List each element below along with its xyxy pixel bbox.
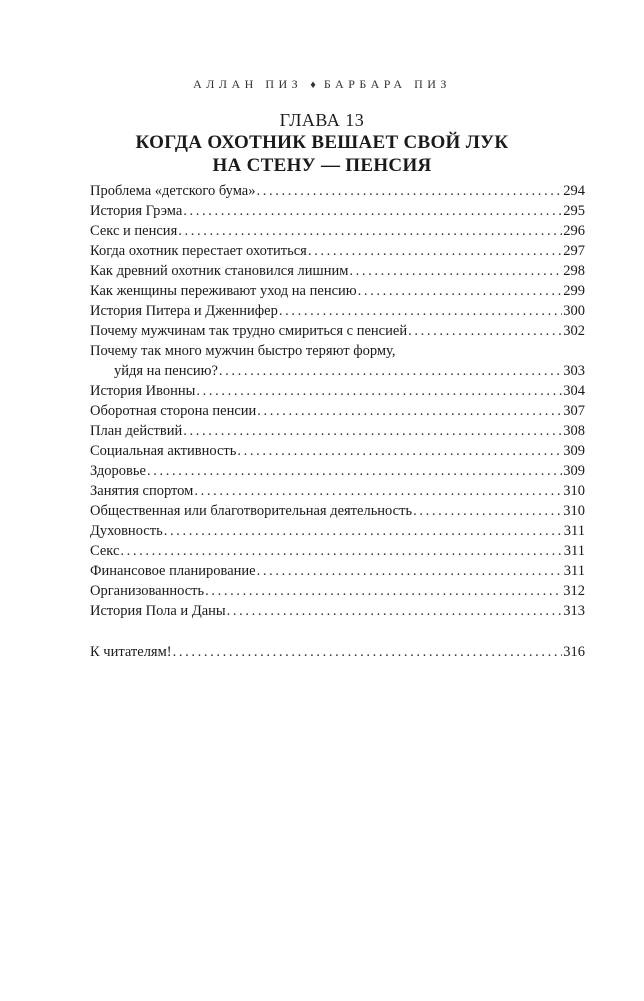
toc-entry-page: 311 <box>563 543 585 559</box>
chapter-title-line-2: НА СТЕНУ — ПЕНСИЯ <box>212 155 432 176</box>
leader-dots <box>205 581 562 601</box>
toc-entry-title: Социальная активность <box>90 443 237 459</box>
diamond-separator-icon: ♦ <box>310 79 316 91</box>
toc-entry[interactable] <box>90 381 585 401</box>
toc-entry-title: К читателям! <box>90 644 172 660</box>
leader-dots <box>349 261 562 281</box>
toc-entry[interactable] <box>90 221 585 241</box>
leader-dots <box>227 601 563 621</box>
toc-entry-page: 316 <box>563 644 585 660</box>
leader-dots <box>257 401 562 421</box>
toc-entry-title: Здоровье <box>90 463 146 479</box>
leader-dots <box>196 381 562 401</box>
leader-dots <box>308 241 562 261</box>
leader-dots <box>219 361 562 381</box>
toc-entry-title: Почему мужчинам так трудно смириться с пенсией <box>90 323 408 339</box>
toc-entry[interactable] <box>90 541 585 561</box>
toc-entry-title: Когда охотник перестает охотиться <box>90 243 307 259</box>
toc-entry-page: 300 <box>563 303 585 319</box>
toc-entry[interactable] <box>90 241 585 261</box>
toc-entry[interactable] <box>90 481 585 501</box>
section-gap <box>90 621 585 642</box>
leader-dots <box>256 181 562 201</box>
toc-entry-title: Организованность <box>90 583 205 599</box>
toc-entry-page: 312 <box>563 583 585 599</box>
toc-entry[interactable] <box>90 301 585 321</box>
leader-dots <box>358 281 563 301</box>
toc-entry-page: 308 <box>563 423 585 439</box>
chapter-label: ГЛАВА 13 <box>279 110 365 130</box>
toc-entry-title: Проблема «детского бума» <box>90 183 256 199</box>
toc-entry[interactable] <box>90 401 585 421</box>
toc-entry[interactable] <box>90 181 585 201</box>
toc-entry-title: Общественная или благотворительная деятельность <box>90 503 413 519</box>
toc-entry-title: Как древний охотник становился лишним <box>90 263 349 279</box>
toc-entry[interactable] <box>90 261 585 281</box>
toc-entry-page: 313 <box>563 603 585 619</box>
toc-entry[interactable] <box>90 501 585 521</box>
toc-entry-title: Оборотная сторона пенсии <box>90 403 257 419</box>
toc-entry-title: Занятия спортом <box>90 483 194 499</box>
toc-entry[interactable] <box>90 441 585 461</box>
toc-entry-title: История Грэма <box>90 203 183 219</box>
leader-dots <box>147 461 562 481</box>
toc-entry-title: История Пола и Даны <box>90 603 226 619</box>
leader-dots <box>183 201 562 221</box>
leader-dots <box>164 521 563 541</box>
toc-entry-page: 295 <box>563 203 585 219</box>
toc-entry-page: 311 <box>563 523 585 539</box>
running-header <box>0 77 644 92</box>
chapter-title <box>0 131 644 177</box>
leader-dots <box>408 321 562 341</box>
toc-entry[interactable] <box>90 601 585 621</box>
toc-entry-page: 296 <box>563 223 585 239</box>
table-of-contents <box>90 181 585 662</box>
toc-entry-page: 311 <box>563 563 585 579</box>
leader-dots <box>178 221 562 241</box>
toc-entry-closing[interactable] <box>90 642 585 662</box>
toc-entry-page: 309 <box>563 443 585 459</box>
toc-entry[interactable] <box>90 581 585 601</box>
toc-entry[interactable] <box>90 561 585 581</box>
chapter-title-line-1: КОГДА ОХОТНИК ВЕШАЕТ СВОЙ ЛУК <box>135 132 509 153</box>
toc-entry-title: История Ивонны <box>90 383 196 399</box>
toc-entry-title: Секс и пенсия <box>90 223 178 239</box>
leader-dots <box>257 561 563 581</box>
toc-entry-page: 310 <box>563 483 585 499</box>
leader-dots <box>237 441 562 461</box>
toc-entry-page: 309 <box>563 463 585 479</box>
toc-entry[interactable] <box>90 421 585 441</box>
toc-entry-page: 294 <box>563 183 585 199</box>
toc-entry-page: 310 <box>563 503 585 519</box>
toc-entry-page: 297 <box>563 243 585 259</box>
leader-dots <box>279 301 562 321</box>
leader-dots <box>173 642 563 662</box>
leader-dots <box>194 481 562 501</box>
leader-dots <box>120 541 562 561</box>
author-2: БАРБАРА ПИЗ <box>323 77 451 91</box>
toc-entry-title-line-1: Почему так много мужчин быстро теряют форму, <box>90 343 396 359</box>
toc-entry[interactable] <box>90 521 585 541</box>
toc-entry-page: 307 <box>563 403 585 419</box>
toc-entry[interactable] <box>90 321 585 341</box>
toc-entry[interactable] <box>90 461 585 481</box>
toc-entry[interactable] <box>90 201 585 221</box>
toc-entry-title-line-2: уйдя на пенсию? <box>114 363 218 379</box>
toc-entry-title: История Питера и Дженнифер <box>90 303 278 319</box>
toc-entry-page: 304 <box>563 383 585 399</box>
toc-entry-title: Как женщины переживают уход на пенсию <box>90 283 357 299</box>
toc-entry-title: Духовность <box>90 523 163 539</box>
toc-entry-title: План действий <box>90 423 183 439</box>
toc-entry-title: Секс <box>90 543 120 559</box>
toc-entry-page: 299 <box>563 283 585 299</box>
toc-entry-page: 303 <box>563 363 585 379</box>
toc-entry-title: Финансовое планирование <box>90 563 256 579</box>
toc-entry[interactable] <box>90 281 585 301</box>
toc-entry[interactable] <box>90 341 585 381</box>
leader-dots <box>413 501 562 521</box>
toc-entry-page: 302 <box>563 323 585 339</box>
toc-entry-page: 298 <box>563 263 585 279</box>
author-1: АЛЛАН ПИЗ <box>193 77 303 91</box>
leader-dots <box>183 421 562 441</box>
